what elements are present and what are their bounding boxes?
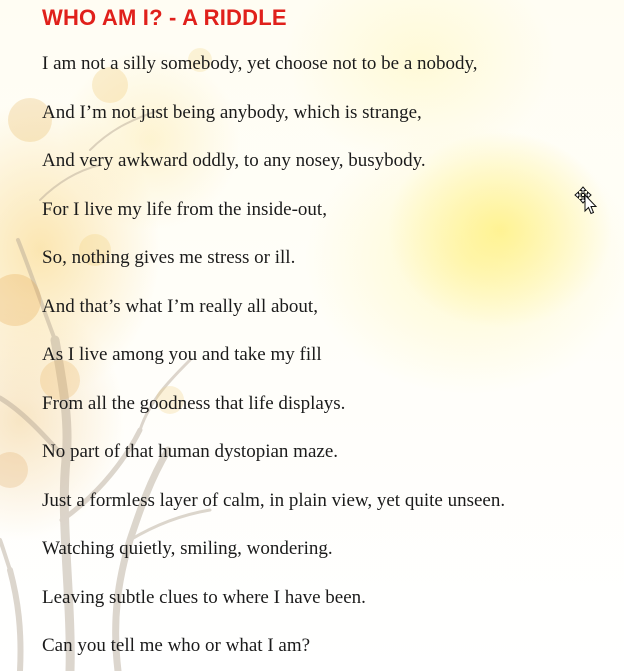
poem-line: And I’m not just being anybody, which is strange, — [42, 101, 422, 123]
poem-line: And that’s what I’m really all about, — [42, 295, 318, 317]
move-cursor-icon — [574, 186, 598, 216]
poem-line: No part of that human dystopian maze. — [42, 441, 339, 462]
page-title: WHO AM I? - A RIDDLE — [42, 5, 287, 30]
poem-line: Can you tell me who or what I am? — [42, 635, 311, 656]
poem — [42, 51, 505, 671]
poem-line: And very awkward oddly, to any nosey, busybody. — [42, 150, 426, 171]
poem-line: So, nothing gives me stress or ill. — [42, 247, 296, 268]
poem-line: I am not a silly somebody, yet choose not to be a nobody, — [42, 53, 478, 74]
poem-line: From all the goodness that life displays. — [42, 392, 346, 414]
poem-line: Just a formless layer of calm, in plain view, yet quite unseen. — [42, 489, 506, 511]
poem-line: Leaving subtle clues to where I have been. — [42, 586, 366, 608]
poem-line: As I live among you and take my fill — [42, 344, 322, 365]
poem-line: For I live my life from the inside-out, — [42, 198, 327, 220]
poem-line: Watching quietly, smiling, wondering. — [42, 538, 333, 559]
